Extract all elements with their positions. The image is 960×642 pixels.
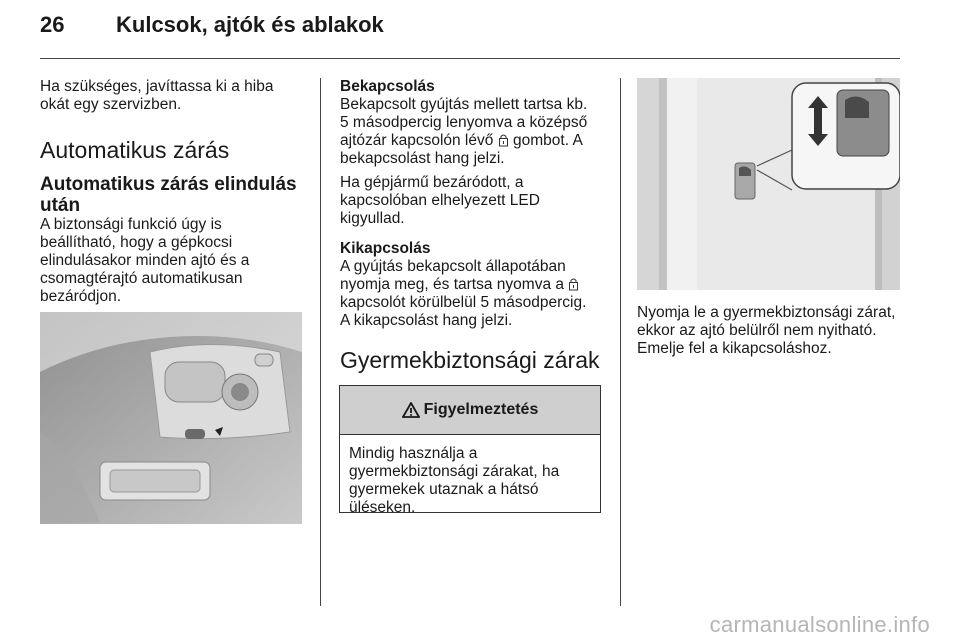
- column-1: [40, 78, 310, 306]
- body-text-line: bekapcsolást hang jelzi.: [340, 150, 505, 167]
- body-text-line: elindulásakor minden ajtó és a: [40, 252, 250, 269]
- body-text-fragment: nyomja meg, és tartsa nyomva a: [340, 276, 564, 293]
- body-text-line: [340, 132, 605, 150]
- warning-text-line: üléseken.: [349, 499, 416, 516]
- switch-off-heading: Kikapcsolás: [340, 240, 431, 257]
- warning-text-line: gyermekek utaznak a hátsó: [349, 481, 539, 498]
- lock-switch-icon: [568, 277, 579, 291]
- page-title: Kulcsok, ajtók és ablakok: [116, 12, 384, 37]
- caption-line: Nyomja le a gyermekbiztonsági zárat,: [637, 304, 896, 321]
- overhead-console-illustration: [40, 312, 302, 524]
- warning-title: Figyelmeztetés: [423, 401, 539, 418]
- warning-body: [340, 435, 600, 517]
- body-text-line: kapcsolót körülbelül 5 másodpercig.: [340, 294, 587, 311]
- column-3-caption: [637, 304, 907, 358]
- lock-switch-icon: [498, 133, 509, 147]
- body-text-line: csomagtérajtó automatikusan: [40, 270, 243, 287]
- body-text-line: A biztonsági funkció úgy is: [40, 216, 222, 233]
- body-text-fragment: gombot. A: [513, 132, 583, 149]
- body-text-line: A gyújtás bekapcsolt állapotában: [340, 258, 566, 275]
- intro-text-line: Ha szükséges, javíttassa ki a hiba: [40, 78, 274, 95]
- section-heading: Automatikus zárás: [40, 137, 230, 163]
- warning-triangle-icon: [402, 402, 420, 418]
- section-heading: Gyermekbiztonsági zárak: [340, 347, 600, 373]
- warning-header: [340, 386, 600, 435]
- body-text-line: kigyullad.: [340, 210, 405, 227]
- body-text-line: A kikapcsolást hang jelzi.: [340, 312, 513, 329]
- caption-line: Emelje fel a kikapcsoláshoz.: [637, 340, 832, 357]
- switch-on-heading: Bekapcsolás: [340, 78, 435, 95]
- subsection-heading-line: után: [40, 195, 81, 216]
- warning-text-line: Mindig használja a: [349, 445, 478, 462]
- page-number: 26: [40, 12, 65, 37]
- body-text-fragment: ajtózár kapcsolón lévő: [340, 132, 494, 149]
- body-text-line: beállítható, hogy a gépkocsi: [40, 234, 233, 251]
- header-rule: [40, 58, 900, 59]
- column-divider-1: [320, 78, 321, 606]
- subsection-heading-line: Automatikus zárás elindulás: [40, 174, 297, 195]
- column-2: [340, 78, 605, 374]
- warning-box: [339, 385, 601, 516]
- body-text-line: 5 másodpercig lenyomva a középső: [340, 114, 588, 131]
- child-lock-illustration: [637, 78, 900, 290]
- caption-line: ekkor az ajtó belülről nem nyitható.: [637, 322, 877, 339]
- body-text-line: Ha gépjármű bezáródott, a: [340, 174, 524, 191]
- watermark: carmanualsonline.info: [709, 612, 930, 637]
- body-text-line: [340, 276, 605, 294]
- intro-text-line: okát egy szervizben.: [40, 96, 182, 113]
- body-text-line: bezáródjon.: [40, 288, 122, 305]
- body-text-line: Bekapcsolt gyújtás mellett tartsa kb.: [340, 96, 588, 113]
- column-divider-2: [620, 78, 621, 606]
- body-text-line: kapcsolóban elhelyezett LED: [340, 192, 540, 209]
- warning-text-line: gyermekbiztonsági zárakat, ha: [349, 463, 560, 480]
